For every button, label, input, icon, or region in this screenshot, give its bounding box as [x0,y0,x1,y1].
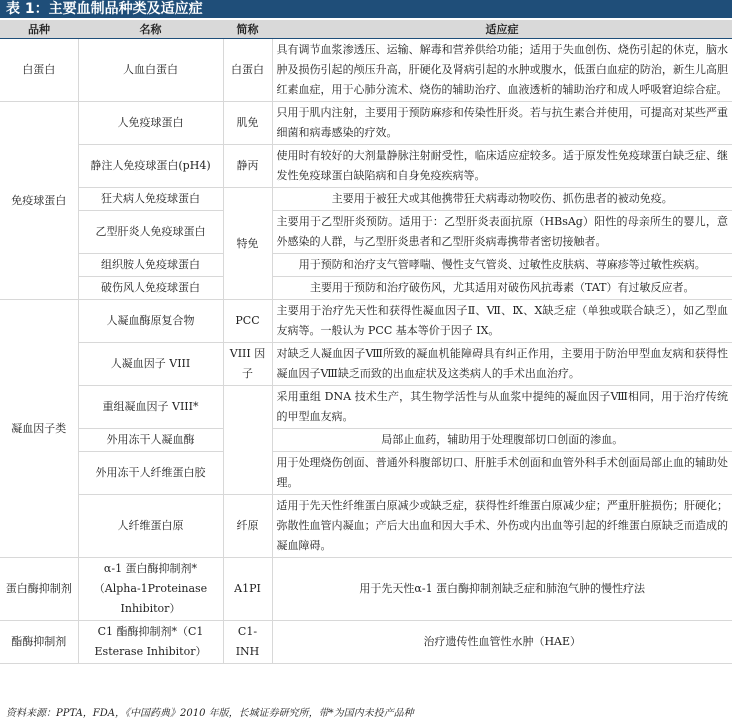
group-coagulation: 凝血因子类 [0,300,78,558]
header-row [0,20,732,39]
product-abbr: A1PI [223,558,272,621]
table-row [0,211,732,254]
product-abbr: 纤原 [223,495,272,558]
product-name: α-1 蛋白酶抑制剂*（Alpha-1Proteinase Inhibitor） [78,558,223,621]
product-indication: 治疗遗传性血管性水肿（HAE） [272,621,732,664]
product-indication: 用于先天性α-1 蛋白酶抑制剂缺乏症和肺泡气肿的慢性疗法 [272,558,732,621]
header-indication: 适应症 [272,20,732,39]
product-indication: 适用于先天性纤维蛋白原减少或缺乏症，获得性纤维蛋白原减少症；严重肝脏损伤；肝硬化；弥散性血管内凝血；产后大出血和因大手术、外伤或内出血等引起的纤维蛋白原缺乏而造成的凝血障碍。 [272,495,732,558]
product-indication: 主要用于预防和治疗破伤风，尤其适用对破伤风抗毒素（TAT）有过敏反应者。 [272,277,732,300]
product-name: 外用冻干人凝血酶 [78,429,223,452]
product-abbr: 肌免 [223,102,272,145]
product-indication: 只用于肌内注射，主要用于预防麻疹和传染性肝炎。若与抗生素合并使用，可提高对某些严重细菌和病毒感染的疗效。 [272,102,732,145]
table-title: 表 1：主要血制品种类及适应症 [0,0,732,18]
product-name: 人血白蛋白 [78,39,223,102]
product-abbr [223,386,272,495]
group-protease-inhibitor: 蛋白酶抑制剂 [0,558,78,621]
product-indication: 局部止血药，辅助用于处理腹部切口创面的渗血。 [272,429,732,452]
product-indication: 用于处理烧伤创面、普通外科腹部切口、肝脏手术创面和血管外科手术创面局部止血的辅助处理。 [272,452,732,495]
table-row [0,277,732,300]
product-indication: 采用重组 DNA 技术生产，其生物学活性与从血浆中提纯的凝血因子Ⅷ相同，用于治疗传统的甲型血友病。 [272,386,732,429]
group-immunoglobulin: 免疫球蛋白 [0,102,78,300]
table-row [0,558,732,621]
product-abbr: C1-INH [223,621,272,664]
product-name: 静注人免疫球蛋白(pH4) [78,145,223,188]
product-indication: 用于预防和治疗支气管哮喘、慢性支气管炎、过敏性皮肤病、荨麻疹等过敏性疾病。 [272,254,732,277]
product-name: 组织胺人免疫球蛋白 [78,254,223,277]
table-row [0,188,732,211]
product-indication: 主要用于治疗先天性和获得性凝血因子Ⅱ、Ⅶ、Ⅸ、Ⅹ缺乏症（单独或联合缺乏），如乙型血友病等。一般认为 PCC 基本等价于因子 IX。 [272,300,732,343]
product-name: 人纤维蛋白原 [78,495,223,558]
table-row [0,621,732,664]
product-indication: 对缺乏人凝血因子Ⅷ所致的凝血机能障碍具有纠正作用，主要用于防治甲型血友病和获得性凝血因子Ⅷ缺乏而致的出血症状及这类病人的手术出血治疗。 [272,343,732,386]
header-category: 品种 [0,20,78,39]
product-abbr: PCC [223,300,272,343]
group-esterase-inhibitor: 酯酶抑制剂 [0,621,78,664]
product-indication: 主要用于乙型肝炎预防。适用于：乙型肝炎表面抗原（HBsAg）阳性的母亲所生的婴儿，意外感染的人群，与乙型肝炎患者和乙型肝炎病毒携带者密切接触者。 [272,211,732,254]
product-name: 外用冻干人纤维蛋白胶 [78,452,223,495]
blood-products-table [0,20,732,664]
product-name: 人凝血因子 VIII [78,343,223,386]
group-albumin: 白蛋白 [0,39,78,102]
table-row [0,300,732,343]
source-note: 资料来源：PPTA，FDA，《中国药典》2010 年版，长城证券研究所，带*为国内未投产品种 [6,708,414,719]
product-abbr: 静丙 [223,145,272,188]
product-name: 重组凝血因子 VIII* [78,386,223,429]
table-row [0,452,732,495]
product-abbr: 白蛋白 [223,39,272,102]
product-abbr: VIII 因子 [223,343,272,386]
table-row [0,429,732,452]
table-row [0,343,732,386]
product-name: 破伤风人免疫球蛋白 [78,277,223,300]
table-row [0,39,732,102]
table-row [0,102,732,145]
product-indication: 具有调节血浆渗透压、运输、解毒和营养供给功能；适用于失血创伤、烧伤引起的休克，脑水肿及损伤引起的颅压升高，肝硬化及肾病引起的水肿或腹水，低蛋白血症的防治，新生儿高胆红素血症，用于心肺分流术、烧伤的辅助治疗、血液透析的辅助治疗和成人呼吸窘迫综合症。 [272,39,732,102]
table-row [0,495,732,558]
product-name: 人免疫球蛋白 [78,102,223,145]
table-row [0,145,732,188]
product-name: 乙型肝炎人免疫球蛋白 [78,211,223,254]
product-abbr: 特免 [223,188,272,300]
product-indication: 主要用于被狂犬或其他携带狂犬病毒动物咬伤、抓伤患者的被动免疫。 [272,188,732,211]
product-name: C1 酯酶抑制剂*（C1 Esterase Inhibitor） [78,621,223,664]
header-abbr: 简称 [223,20,272,39]
product-name: 人凝血酶原复合物 [78,300,223,343]
table-row [0,254,732,277]
product-indication: 使用时有较好的大剂量静脉注射耐受性，临床适应症较多。适于原发性免疫球蛋白缺乏症、继发性免疫球蛋白缺陷病和自身免疫疾病等。 [272,145,732,188]
table-row [0,386,732,429]
product-name: 狂犬病人免疫球蛋白 [78,188,223,211]
header-name: 名称 [78,20,223,39]
